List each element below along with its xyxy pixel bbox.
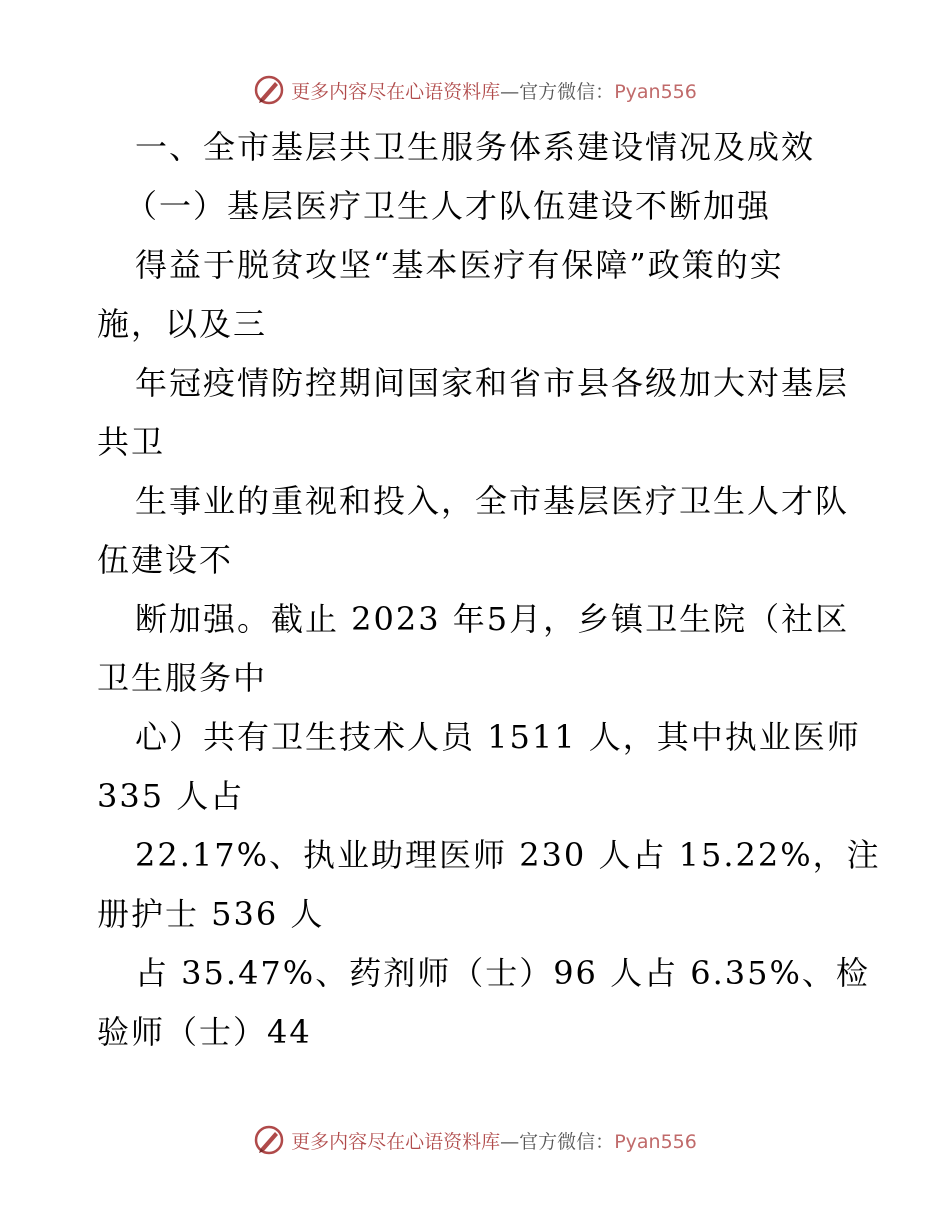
body-line-2: 施，以及三 [97,305,268,343]
document-body [97,118,881,1062]
watermark-label: 官方微信： [519,80,615,103]
section-heading: 一、全市基层共卫生服务体系建设情况及成效 [135,128,816,166]
pen-logo-icon [253,1124,285,1156]
footer-watermark [0,1120,950,1160]
watermark-text [291,1127,697,1154]
body-line-3: 年冠疫情防控期间国家和省市县各级加大对基层 [135,364,850,402]
body-line-11: 22.17%、执业助理医师 230 人占 15.22%，注 [135,836,881,874]
body-line-10: 335 人占 [97,777,245,815]
watermark-label: 官方微信： [519,1130,615,1153]
watermark-text [291,77,697,104]
body-line-6: 伍建设不 [97,541,234,579]
body-line-13: 占 35.47%、药剂师（士）96 人占 6.35%、检 [135,954,870,992]
watermark-sep: — [500,1130,520,1153]
body-line-9: 心）共有卫生技术人员 1511 人，其中执业医师 [135,718,861,756]
body-line-4: 共卫 [97,423,166,461]
body-line-8: 卫生服务中 [97,659,268,697]
pen-logo-icon [253,74,285,106]
watermark-sep: — [500,80,520,103]
body-line-12: 册护士 536 人 [97,895,325,933]
watermark-main: 更多内容尽在心语资料库 [291,1130,501,1153]
subsection-heading: （一）基层医疗卫生人才队伍建设不断加强 [125,187,772,225]
header-watermark [0,70,950,110]
body-line-7: 断加强。截止 2023 年5月，乡镇卫生院（社区 [135,600,850,638]
body-line-14: 验师（士）44 [97,1013,312,1051]
body-line-5: 生事业的重视和投入，全市基层医疗卫生人才队 [135,482,850,520]
watermark-id: Pyan556 [614,80,697,103]
watermark-id: Pyan556 [614,1130,697,1153]
body-line-1: 得益于脱贫攻坚“基本医疗有保障”政策的实 [135,246,784,284]
watermark-main: 更多内容尽在心语资料库 [291,80,501,103]
